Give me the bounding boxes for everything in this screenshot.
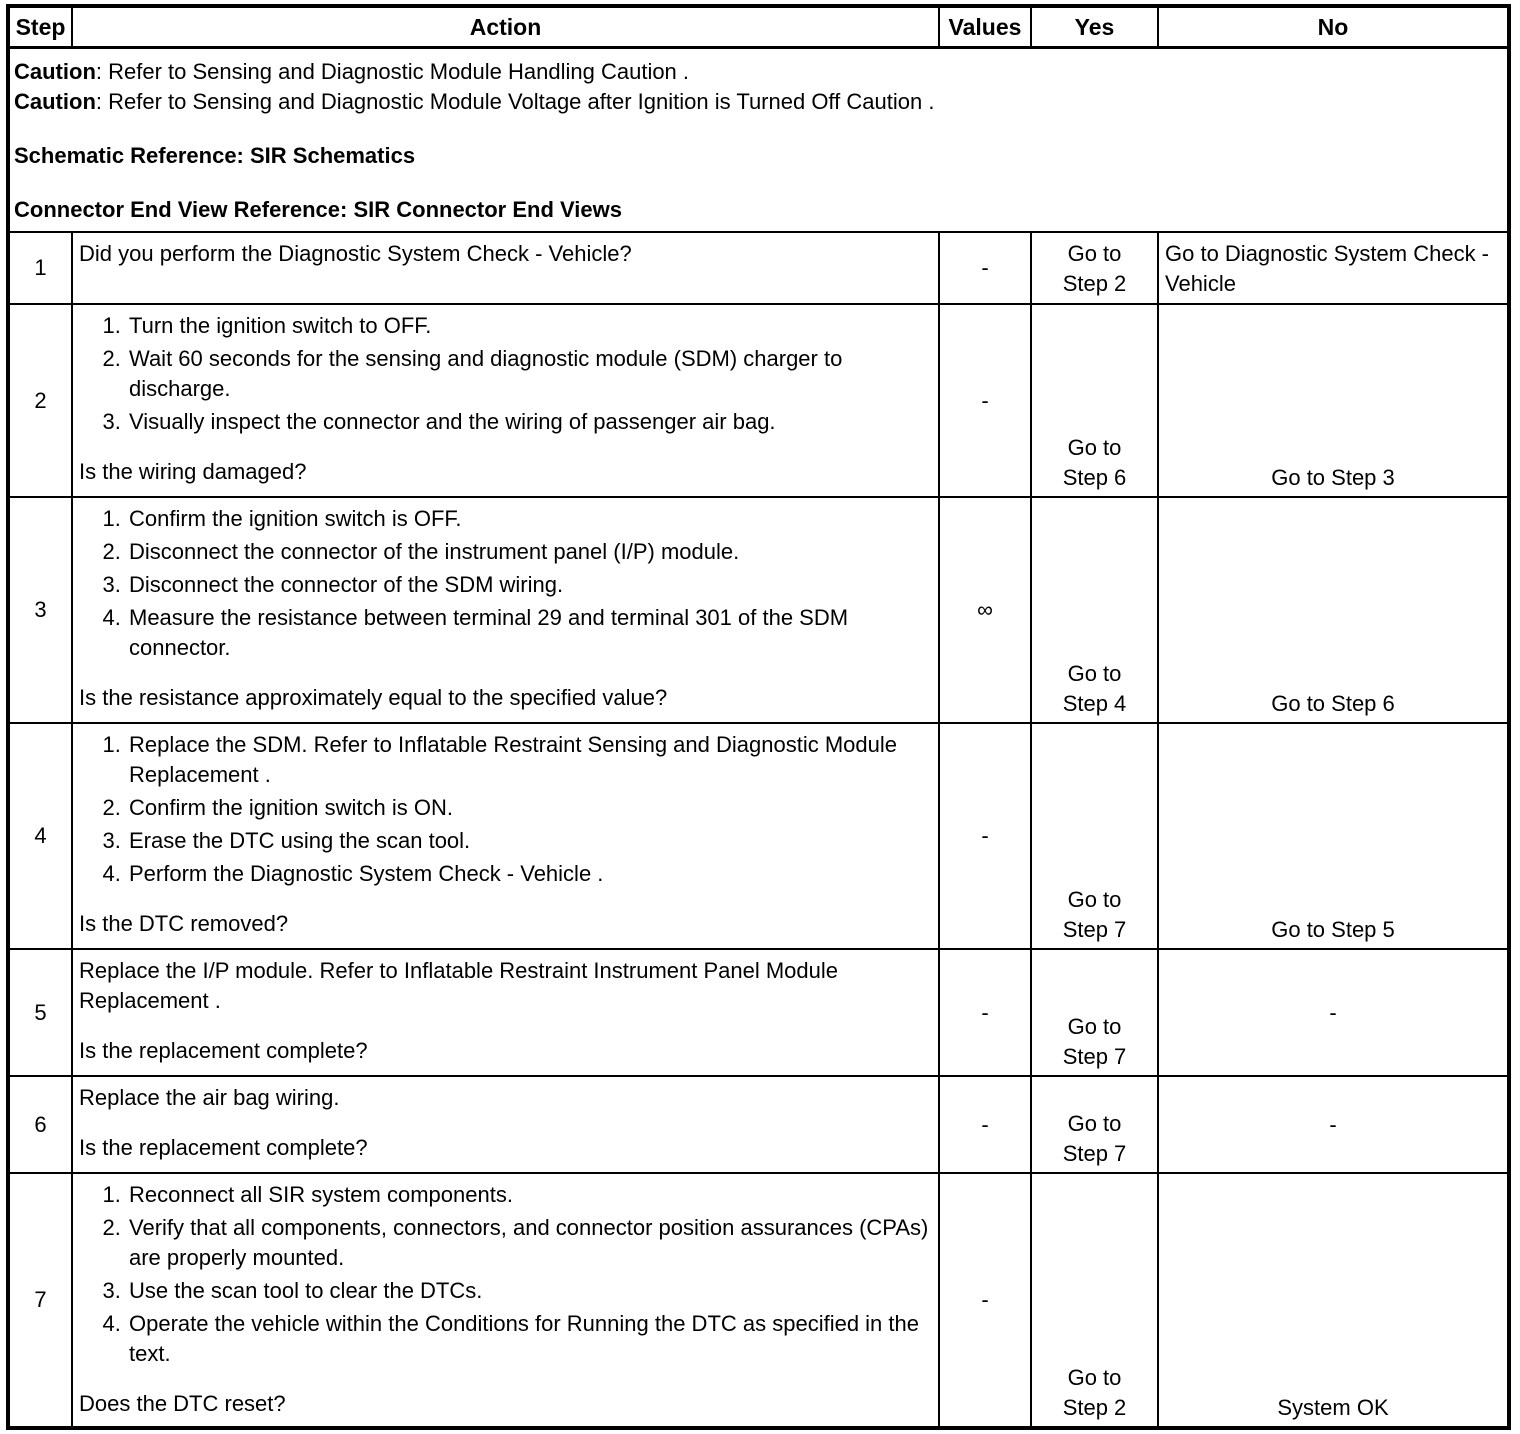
action-cell (72, 1076, 939, 1173)
step-number: 5 (9, 949, 72, 1076)
action-steps (79, 1180, 932, 1369)
value-cell: - (939, 1173, 1031, 1427)
yes-link[interactable]: Go to Step 7 (1062, 1014, 1127, 1069)
action-cell (72, 304, 939, 497)
no-cell (1158, 497, 1508, 723)
header-step: Step (9, 7, 72, 48)
action-step: 4. Measure the resistance between terminal 29 and terminal 301 of the SDM connector. (127, 603, 932, 663)
no-cell (1158, 232, 1508, 304)
table-row (9, 232, 1508, 304)
value-cell: - (939, 949, 1031, 1076)
action-step: 1. Turn the ignition switch to OFF. (127, 311, 932, 341)
action-steps (79, 311, 932, 437)
no-cell: - (1158, 949, 1508, 1076)
table-row (9, 723, 1508, 949)
action-step: 2. Wait 60 seconds for the sensing and diagnostic module (SDM) charger to discharge. (127, 344, 932, 404)
yes-link[interactable]: Go to Step 7 (1062, 887, 1127, 942)
yes-cell (1031, 949, 1158, 1076)
no-cell (1158, 1173, 1508, 1427)
no-cell: - (1158, 1076, 1508, 1173)
value-cell: ∞ (939, 497, 1031, 723)
value-cell: - (939, 232, 1031, 304)
action-text: Did you perform the Diagnostic System Check - Vehicle? (79, 241, 632, 266)
value-cell: - (939, 723, 1031, 949)
action-step: 3. Visually inspect the connector and the wiring of passenger air bag. (127, 407, 932, 437)
no-link[interactable]: Go to Step 3 (1271, 465, 1395, 490)
action-cell (72, 1173, 939, 1427)
step-number: 2 (9, 304, 72, 497)
action-step: 2. Verify that all components, connectors, and connector position assurances (CPAs) are properly mounted. (127, 1213, 932, 1273)
step-number: 1 (9, 232, 72, 304)
action-question: Does the DTC reset? (79, 1391, 286, 1416)
no-link[interactable]: Go to Step 5 (1271, 917, 1395, 942)
step-number: 3 (9, 497, 72, 723)
action-step: 4. Perform the Diagnostic System Check - Vehicle . (127, 859, 932, 889)
yes-cell (1031, 1076, 1158, 1173)
action-text: Replace the air bag wiring. (79, 1085, 340, 1110)
action-step: 1. Replace the SDM. Refer to Inflatable Restraint Sensing and Diagnostic Module Replacement . (127, 730, 932, 790)
action-question: Is the wiring damaged? (79, 459, 307, 484)
caution-row (9, 48, 1508, 233)
yes-cell (1031, 304, 1158, 497)
caution-line-2 (14, 87, 1503, 117)
value-cell: - (939, 304, 1031, 497)
schematic-reference: Schematic Reference: SIR Schematics (14, 143, 416, 168)
yes-cell (1031, 723, 1158, 949)
table-row (9, 304, 1508, 497)
action-step: 3. Use the scan tool to clear the DTCs. (127, 1276, 932, 1306)
header-yes: Yes (1031, 7, 1158, 48)
action-cell (72, 232, 939, 304)
yes-link[interactable]: Go to Step 2 (1062, 241, 1127, 296)
yes-link[interactable]: Go to Step 7 (1062, 1111, 1127, 1166)
action-question: Is the replacement complete? (79, 1135, 368, 1160)
connector-end-view-reference: Connector End View Reference: SIR Connector End Views (14, 197, 622, 222)
action-step: 4. Operate the vehicle within the Conditions for Running the DTC as specified in the text. (127, 1309, 932, 1369)
yes-cell (1031, 497, 1158, 723)
yes-link[interactable]: Go to Step 6 (1062, 435, 1127, 490)
table-row (9, 1076, 1508, 1173)
step-number: 6 (9, 1076, 72, 1173)
value-cell: - (939, 1076, 1031, 1173)
action-cell (72, 949, 939, 1076)
no-link[interactable]: System OK (1277, 1395, 1389, 1420)
caution-label: Caution (14, 59, 96, 84)
action-steps (79, 730, 932, 889)
no-link[interactable]: Go to Diagnostic System Check - Vehicle (1165, 241, 1490, 296)
action-steps (79, 504, 932, 663)
caution-line-1 (14, 57, 1503, 87)
diagnostic-table (8, 6, 1509, 1428)
yes-link[interactable]: Go to Step 2 (1062, 1365, 1127, 1420)
action-step: 1. Reconnect all SIR system components. (127, 1180, 932, 1210)
table-row (9, 949, 1508, 1076)
yes-link[interactable]: Go to Step 4 (1062, 661, 1127, 716)
caution-cell (9, 48, 1508, 233)
header-action: Action (72, 7, 939, 48)
action-step: 3. Disconnect the connector of the SDM wiring. (127, 570, 932, 600)
yes-cell (1031, 1173, 1158, 1427)
header-values: Values (939, 7, 1031, 48)
yes-cell (1031, 232, 1158, 304)
action-question: Is the DTC removed? (79, 911, 289, 936)
step-number: 7 (9, 1173, 72, 1427)
action-cell (72, 723, 939, 949)
step-number: 4 (9, 723, 72, 949)
action-cell (72, 497, 939, 723)
no-cell (1158, 304, 1508, 497)
caution-label: Caution (14, 89, 96, 114)
action-step: 1. Confirm the ignition switch is OFF. (127, 504, 932, 534)
action-text: Replace the I/P module. Refer to Inflatable Restraint Instrument Panel Module Replacement . (79, 958, 839, 1013)
caution-text: : Refer to Sensing and Diagnostic Module Voltage after Ignition is Turned Off Caution . (95, 89, 935, 114)
no-link[interactable]: Go to Step 6 (1271, 691, 1395, 716)
caution-text: : Refer to Sensing and Diagnostic Module Handling Caution . (95, 59, 690, 84)
table-row (9, 497, 1508, 723)
action-question: Is the resistance approximately equal to the specified value? (79, 685, 668, 710)
table-header-row (9, 7, 1508, 48)
table-row (9, 1173, 1508, 1427)
no-cell (1158, 723, 1508, 949)
action-step: 3. Erase the DTC using the scan tool. (127, 826, 932, 856)
action-question: Is the replacement complete? (79, 1038, 368, 1063)
action-step: 2. Confirm the ignition switch is ON. (127, 793, 932, 823)
header-no: No (1158, 7, 1508, 48)
action-step: 2. Disconnect the connector of the instrument panel (I/P) module. (127, 537, 932, 567)
